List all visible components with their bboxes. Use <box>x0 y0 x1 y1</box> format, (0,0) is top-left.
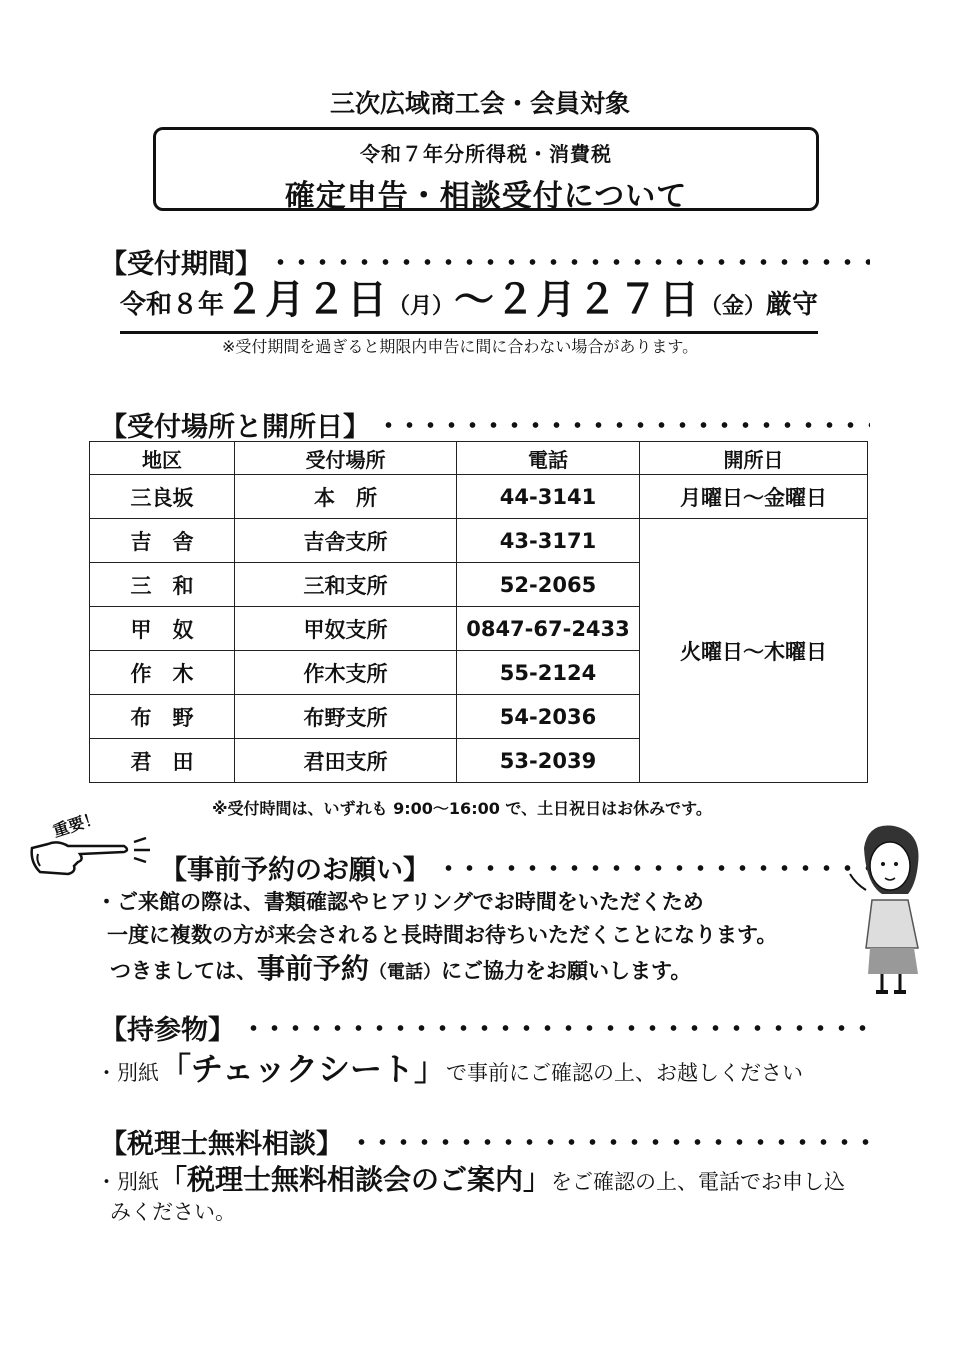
title-box <box>153 127 819 214</box>
days-cell: 火曜日～木曜日 <box>640 519 868 783</box>
place-cell: 吉舎支所 <box>235 519 457 563</box>
dotted-leader <box>270 258 870 266</box>
locations-heading: 【受付場所と開所日】 <box>100 412 370 443</box>
document-subtitle: 令和７年分所得税・消費税 <box>360 142 612 166</box>
area-cell: 布 野 <box>90 695 235 739</box>
reservation-line-3a: つきましては、 <box>110 959 257 983</box>
place-cell: 君田支所 <box>235 739 457 783</box>
woman-illustration-icon <box>832 818 940 1002</box>
items-prefix: ・別紙 <box>96 1061 159 1085</box>
period-era: 令和８年 <box>120 290 225 320</box>
period-heading-row <box>100 242 870 281</box>
area-cell: 甲 奴 <box>90 607 235 651</box>
organization-label: 三次広域商工会・会員対象 <box>329 89 630 118</box>
consult-line-2: みください。 <box>110 1200 236 1224</box>
table-row <box>90 475 868 519</box>
consult-prefix: ・別紙 <box>96 1170 159 1194</box>
consult-heading-row <box>100 1122 870 1161</box>
period-end-day: （金） <box>700 294 767 319</box>
reservation-line-3d: にご協力をお願いします。 <box>441 959 692 983</box>
items-heading: 【持参物】 <box>100 1015 235 1046</box>
hours-note: ※受付時間は、いずれも 9:00～16:00 で、土日祝日はお休みです。 <box>212 799 712 818</box>
reservation-line-2: 一度に複数の方が来会されると長時間お待ちいただくことになります。 <box>107 923 778 947</box>
pointing-hand-icon <box>28 828 160 888</box>
period-heading: 【受付期間】 <box>100 249 262 280</box>
reservation-line-1: ・ご来館の際は、書類確認やヒアリングでお時間をいただくため <box>96 890 704 914</box>
area-cell: 三良坂 <box>90 475 235 519</box>
items-heading-row <box>100 1008 870 1047</box>
table-header-row <box>90 442 868 475</box>
reservation-heading-row <box>160 848 870 887</box>
place-cell: 甲奴支所 <box>235 607 457 651</box>
dotted-leader <box>351 1138 870 1146</box>
column-header-place: 受付場所 <box>235 442 457 475</box>
reservation-emphasis: 事前予約 <box>257 952 370 985</box>
locations-heading-row <box>100 405 870 444</box>
period-note: ※受付期間を過ぎると期限内申告に間に合わない場合があります。 <box>222 337 699 356</box>
consult-suffix: をご確認の上、電話でお申し込 <box>551 1170 846 1194</box>
items-suffix: で事前にご確認の上、お越しください <box>446 1061 804 1085</box>
period-tilde: ～ <box>454 277 496 323</box>
locations-table <box>89 441 868 783</box>
area-cell: 吉 舎 <box>90 519 235 563</box>
area-cell: 三 和 <box>90 563 235 607</box>
dotted-leader <box>438 864 870 872</box>
phone-cell: 53-2039 <box>457 739 640 783</box>
dotted-leader <box>243 1024 870 1032</box>
place-cell: 本 所 <box>235 475 457 519</box>
phone-cell: 44-3141 <box>457 475 640 519</box>
phone-cell: 52-2065 <box>457 563 640 607</box>
place-cell: 作木支所 <box>235 651 457 695</box>
period-start-date: ２月２日 <box>224 277 389 323</box>
area-cell: 君 田 <box>90 739 235 783</box>
column-header-days: 開所日 <box>640 442 868 475</box>
period-start-day: （月） <box>388 294 455 319</box>
important-label: 重要！ <box>50 807 103 841</box>
phone-cell: 0847-67-2433 <box>457 607 640 651</box>
place-cell: 三和支所 <box>235 563 457 607</box>
items-document: 「チェックシート」 <box>159 1050 447 1088</box>
items-line <box>96 1044 803 1090</box>
reservation-heading: 【事前予約のお願い】 <box>160 855 430 886</box>
reservation-phone-note: （電話） <box>369 962 442 983</box>
consult-document: 「税理士無料相談会のご案内」 <box>159 1163 552 1196</box>
period-dates <box>120 278 818 334</box>
period-strict: 厳守 <box>766 290 819 320</box>
phone-cell: 43-3171 <box>457 519 640 563</box>
document-title: 確定申告・相談受付について <box>284 179 688 214</box>
phone-cell: 54-2036 <box>457 695 640 739</box>
dotted-leader <box>378 421 870 429</box>
table-row <box>90 519 868 563</box>
place-cell: 布野支所 <box>235 695 457 739</box>
consult-heading: 【税理士無料相談】 <box>100 1129 343 1160</box>
period-end-date: ２月２７日 <box>495 277 701 323</box>
area-cell: 作 木 <box>90 651 235 695</box>
column-header-phone: 電話 <box>457 442 640 475</box>
consult-line-1 <box>96 1158 845 1198</box>
days-cell: 月曜日～金曜日 <box>640 475 868 519</box>
phone-cell: 55-2124 <box>457 651 640 695</box>
reservation-line-3 <box>110 947 691 987</box>
column-header-area: 地区 <box>90 442 235 475</box>
